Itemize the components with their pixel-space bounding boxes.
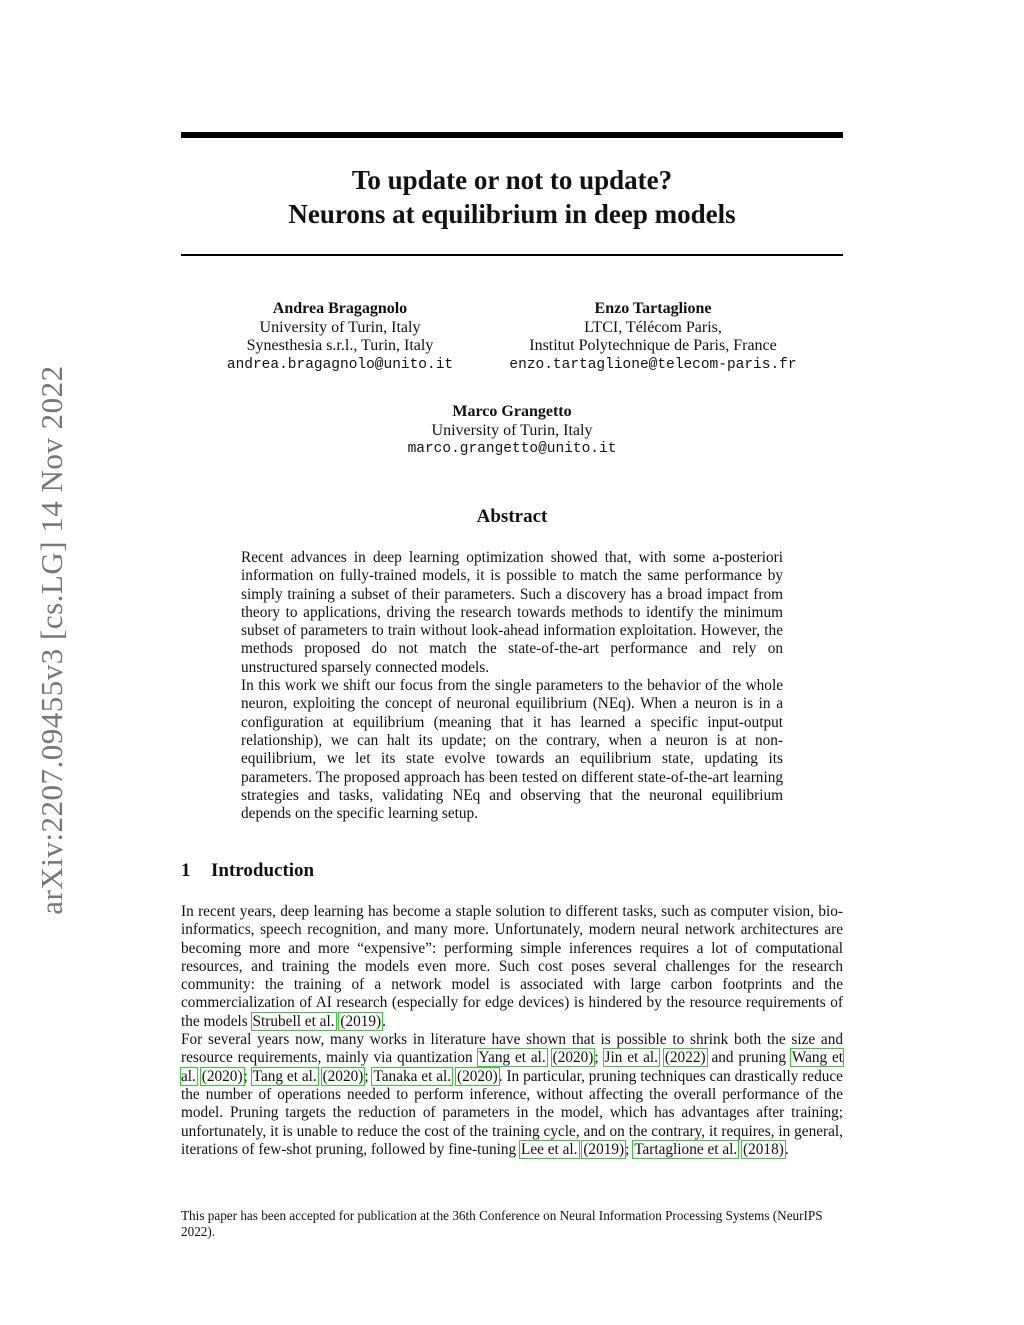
intro-text: and pruning (711, 1049, 786, 1067)
abstract-paragraph-1: Recent advances in deep learning optimization showed that, with some a-posteriori information on fully-trained models, it is possible to match the same performance by simply training a subset of their parameters. Such a discovery has a broad impact from theory to applications, driving the research towards methods to identify the minimum subset of parameters to train without look-ahead information exploitation. However, the methods proposed do not match the state-of-the-art performance and rely on unstructured sparsely connected models. (241, 549, 783, 676)
footnote: This paper has been accepted for publication at the 36th Conference on Neural Information Processing Systems (NeurIPS 2022). (181, 1208, 823, 1239)
citation-year-link[interactable]: (2020) (201, 1067, 243, 1085)
citation-link[interactable]: Tanaka et al. (373, 1067, 452, 1085)
author-email[interactable]: andrea.bragagnolo@unito.it (226, 356, 454, 373)
title-line-1: To update or not to update? (351, 165, 673, 195)
intro-text: For several years now, many works in literature have shown that is possible to shrink both the size and resource requirements, mainly via quantization (181, 1031, 843, 1067)
citation-year-link[interactable]: (2022) (664, 1049, 706, 1067)
author-email[interactable]: enzo.tartaglione@telecom-paris.fr (509, 356, 797, 373)
abstract-heading: Abstract (476, 506, 548, 527)
intro-text: . In particular, pruning techniques can drastically reduce the number of operations needed to perform inference, without affecting the overall performance of the model. Pruning targets the reduction of parameters in the model, which has advantages after training; unfortunately, it is unable to reduce the cost of the training cycle, and on the contrary, it requires, in general, iterations of few-shot pruning, followed by fine-tuning (181, 1067, 843, 1158)
citation-link[interactable]: Yang et al. (478, 1049, 546, 1067)
arxiv-identifier-sidebar: arXiv:2207.09455v3 [cs.LG] 14 Nov 2022 (34, 365, 69, 915)
citation-year-link[interactable]: (2019) (340, 1012, 382, 1030)
title-line-2: Neurons at equilibrium in deep models (288, 199, 736, 229)
author-affiliation: Synesthesia s.r.l., Turin, Italy (246, 337, 434, 354)
section-heading-introduction (181, 860, 314, 882)
intro-paragraph-1: In recent years, deep learning has become a staple solution to different tasks, such as computer vision, bio-informatics, speech recognition, and many more. Unfortunately, modern neural network architectures are becoming more and more “expensive”: performing simple inferences requires a lot of computational resources, and training the models even more. Such cost poses several challenges for the research community: the training of a network model is associated with large carbon footprints and the commercialization of AI research (especially for edge devices) is hindered by the resource requirements of the models Strubell et al. (2019). (181, 903, 843, 1030)
citation-link[interactable]: Lee et al. (521, 1140, 578, 1158)
title-rule-bottom (181, 254, 843, 256)
author-block-grangetto (362, 403, 662, 459)
author-affiliation: University of Turin, Italy (259, 318, 421, 336)
abstract-paragraph-2: In this work we shift our focus from the single parameters to the behavior of the whole neuron, exploiting the concept of neuronal equilibrium (NEq). When a neuron is in a configuration at equilibrium (meaning that it has learned a specific input-output relationship), we can halt its update; on the contrary, when a neuron is at non-equilibrium, we let its state evolve towards an equilibrium state, updating its parameters. The proposed approach has been tested on different state-of-the-art learning strategies and tasks, validating NEq and observing that the neuronal equilibrium depends on the specific learning setup. (241, 677, 783, 823)
paper-title (181, 163, 843, 231)
citation-link[interactable]: Jin et al. (604, 1049, 658, 1067)
citation-link[interactable]: Wang et al. (181, 1049, 844, 1085)
author-affiliation: Institut Polytechnique de Paris, France (529, 337, 777, 354)
author-email[interactable]: marco.grangetto@unito.it (407, 441, 617, 457)
citation-link[interactable]: Tartaglione et al. (634, 1140, 738, 1158)
author-block-tartaglione (497, 300, 809, 374)
citation-year-link[interactable]: (2020) (552, 1049, 594, 1067)
citation-year-link[interactable]: (2020) (456, 1067, 498, 1085)
intro-paragraph-2: For several years now, many works in literature have shown that is possible to shrink both the size and resource requirements, mainly via quantization Yang et al. (2020); Jin et al. (2022) and pruning Wang et al. (2020); Tang et al. (2020); Tanaka et al. (2020). In particular, pruning techniques can drastically reduce the number of operations needed to perform inference, without affecting the overall performance of the model. Pruning targets the reduction of parameters in the model, which has advantages after training; unfortunately, it is unable to reduce the cost of the training cycle, and on the contrary, it requires, in general, iterations of few-shot pruning, followed by fine-tuning Lee et al. (2019); Tartaglione et al. (2018). (181, 1031, 844, 1158)
intro-text: In recent years, deep learning has become a staple solution to different tasks, such as computer vision, bio-informatics, speech recognition, and many more. Unfortunately, modern neural network architectures are becoming more and more “expensive”: performing simple inferences requires a lot of computational resources, and training the models even more. Such cost poses several challenges for the research community: the training of a network model is associated with large carbon footprints and the commercialization of AI research (especially for edge devices) is hindered by the resource requirements of the models (181, 903, 843, 1030)
author-affiliation: University of Turin, Italy (431, 421, 593, 439)
citation-link[interactable]: Tang et al. (252, 1067, 317, 1085)
section-number: 1 (181, 860, 191, 881)
author-affiliation: LTCI, Télécom Paris, (584, 318, 722, 336)
author-name: Marco Grangetto (452, 403, 572, 420)
citation-year-link[interactable]: (2018) (743, 1140, 784, 1158)
citation-link[interactable]: Strubell et al. (252, 1012, 335, 1030)
introduction-body (181, 903, 843, 1159)
section-title: Introduction (211, 860, 315, 881)
abstract-body (241, 549, 783, 823)
citation-year-link[interactable]: (2019) (583, 1140, 625, 1158)
author-block-bragagnolo (200, 300, 480, 374)
citation-year-link[interactable]: (2020) (322, 1067, 364, 1085)
title-rule-top (181, 132, 843, 138)
author-name: Andrea Bragagnolo (272, 300, 408, 317)
author-name: Enzo Tartaglione (594, 300, 712, 317)
